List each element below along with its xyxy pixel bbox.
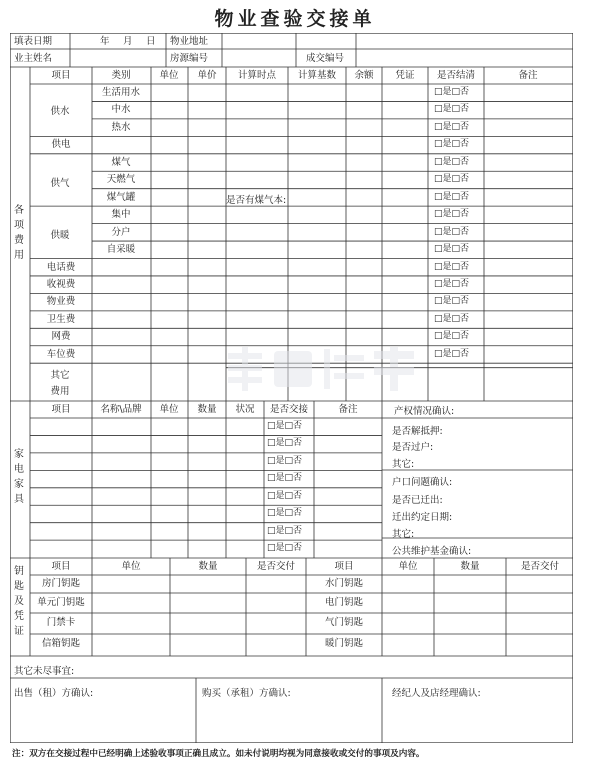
appliance-col-header: 名称\品牌: [100, 404, 142, 415]
date-month-label: 月: [123, 36, 133, 47]
settled-checkbox[interactable]: □是□否: [434, 348, 470, 359]
gas-tank-question: 是否有煤气本:: [226, 195, 287, 206]
deal-no-label: 成交编号: [306, 53, 345, 64]
handover-checkbox[interactable]: □是□否: [267, 455, 303, 466]
buyer-confirmation: 购买（承租）方确认:: [202, 688, 291, 699]
other-matters-label: 其它未尽事宜:: [14, 666, 75, 677]
fee-col-header: 是否结清: [436, 70, 476, 81]
move-out-date: 迁出约定日期:: [392, 512, 453, 523]
keys-side-label: 钥匙及凭证: [14, 566, 24, 637]
fee-col-header: 项目: [51, 70, 71, 81]
settled-checkbox[interactable]: □是□否: [434, 156, 470, 167]
fee-col-header: 备注: [518, 70, 538, 81]
form-title: 物业查验交接单: [214, 8, 376, 30]
fee-category: 煤气罐: [106, 191, 136, 203]
settled-checkbox[interactable]: □是□否: [434, 261, 470, 272]
appliance-col-header: 单位: [159, 404, 179, 415]
fee-category: 中水: [111, 104, 131, 116]
appliance-col-header: 备注: [338, 404, 358, 415]
handover-checkbox[interactable]: □是□否: [267, 421, 303, 431]
fee-other-line1: 其它: [50, 370, 70, 381]
seller-confirmation: 出售（租）方确认:: [14, 688, 94, 699]
fee-category: 天燃气: [106, 174, 136, 186]
settled-checkbox[interactable]: □是□否: [434, 226, 470, 237]
footnote: 注：双方在交接过程中已经明确上述验收事项正确且成立。如未付说明均视为同意接收或交付的事项及内容。: [12, 749, 425, 759]
fee-category: 自采暖: [106, 244, 136, 256]
key-col-header: 项目: [334, 561, 354, 572]
fee-item: 物业费: [46, 296, 76, 308]
fee-item: 电话费: [46, 261, 76, 273]
settled-checkbox[interactable]: □是□否: [434, 244, 470, 255]
settled-checkbox[interactable]: □是□否: [434, 87, 470, 97]
settled-checkbox[interactable]: □是□否: [434, 104, 470, 115]
key-item-right: 气门钥匙: [324, 617, 364, 628]
key-item-left: 房门钥匙: [41, 578, 81, 589]
property-rights-other: 其它:: [392, 459, 415, 470]
key-item-right: 电门钥匙: [324, 597, 364, 608]
key-col-header: 是否交付: [256, 561, 296, 572]
fee-col-header: 单价: [197, 70, 217, 81]
fee-item: 网费: [51, 331, 71, 343]
fee-col-header: 计算基数: [297, 70, 337, 81]
settled-checkbox[interactable]: □是□否: [434, 331, 470, 342]
key-col-header: 单位: [398, 561, 418, 572]
handover-checkbox[interactable]: □是□否: [267, 508, 303, 519]
handover-checkbox[interactable]: □是□否: [267, 543, 303, 554]
settled-checkbox[interactable]: □是□否: [434, 209, 470, 220]
hukou-moved-question: 是否已迁出:: [392, 495, 443, 506]
fee-group-gas: 供气: [50, 178, 70, 189]
fee-col-header: 单位: [159, 70, 179, 81]
handover-checkbox[interactable]: □是□否: [267, 438, 303, 449]
key-col-header: 项目: [51, 561, 71, 572]
property-address-label: 物业地址: [170, 36, 209, 47]
key-col-header: 是否交付: [520, 561, 560, 572]
settled-checkbox[interactable]: □是□否: [434, 313, 470, 324]
household-registration-confirm: 户口问题确认:: [392, 477, 453, 488]
fee-item: 卫生费: [46, 313, 76, 325]
key-item-right: 水门钥匙: [324, 578, 364, 589]
fee-col-header: 凭证: [395, 70, 415, 81]
fill-date-label: 填表日期: [14, 36, 53, 47]
fees-side-label: 各项费用: [14, 205, 24, 261]
household-registration-other: 其它:: [392, 529, 415, 540]
key-col-header: 数量: [198, 561, 218, 572]
fee-item: 收视费: [46, 278, 76, 290]
handover-checkbox[interactable]: □是□否: [267, 490, 303, 501]
key-col-header: 数量: [460, 561, 480, 572]
fee-category: 分户: [111, 226, 131, 238]
maintenance-fund-confirm: 公共维护基金确认:: [392, 546, 472, 557]
mortgage-release-question: 是否解抵押:: [392, 426, 443, 437]
listing-no-label: 房源编号: [170, 53, 209, 64]
agent-confirmation: 经纪人及店经理确认:: [392, 688, 481, 699]
fee-group-water: 供水: [50, 106, 70, 117]
settled-checkbox[interactable]: □是□否: [434, 191, 470, 202]
appliances-side-label: 家电家具: [14, 449, 24, 505]
settled-checkbox[interactable]: □是□否: [434, 296, 470, 307]
settled-checkbox[interactable]: □是□否: [434, 139, 470, 150]
key-item-left: 单元门钥匙: [37, 597, 85, 608]
key-item-left: 门禁卡: [46, 617, 76, 628]
title-transfer-question: 是否过户:: [392, 442, 434, 453]
appliance-col-header: 项目: [51, 404, 71, 415]
fee-col-header: 类别: [111, 70, 131, 81]
key-item-right: 暖门钥匙: [324, 638, 364, 649]
property-rights-confirm: 产权情况确认:: [394, 406, 455, 417]
watermark-logo: [222, 345, 422, 393]
fee-other-line2: 费用: [50, 386, 70, 397]
owner-name-label: 业主姓名: [14, 53, 53, 64]
fee-col-header: 计算时点: [237, 70, 277, 81]
appliance-col-header: 状况: [235, 404, 255, 415]
fee-group-heating: 供暖: [50, 230, 70, 241]
key-col-header: 单位: [121, 561, 141, 572]
fee-category: 生活用水: [101, 87, 141, 98]
appliance-col-header: 是否交接: [269, 404, 309, 415]
fee-category: 热水: [111, 121, 131, 133]
fee-item: 车位费: [46, 348, 76, 360]
settled-checkbox[interactable]: □是□否: [434, 278, 470, 289]
settled-checkbox[interactable]: □是□否: [434, 121, 470, 132]
fee-item: 供电: [51, 139, 71, 151]
settled-checkbox[interactable]: □是□否: [434, 174, 470, 185]
date-year-label: 年: [100, 36, 110, 47]
handover-checkbox[interactable]: □是□否: [267, 525, 303, 536]
fee-category: 煤气: [111, 156, 131, 168]
appliance-col-header: 数量: [197, 404, 217, 415]
fee-col-header: 余额: [354, 70, 374, 81]
fee-category: 集中: [111, 209, 131, 221]
key-item-left: 信箱钥匙: [41, 638, 81, 649]
date-day-label: 日: [146, 36, 156, 47]
handover-checkbox[interactable]: □是□否: [267, 473, 303, 484]
